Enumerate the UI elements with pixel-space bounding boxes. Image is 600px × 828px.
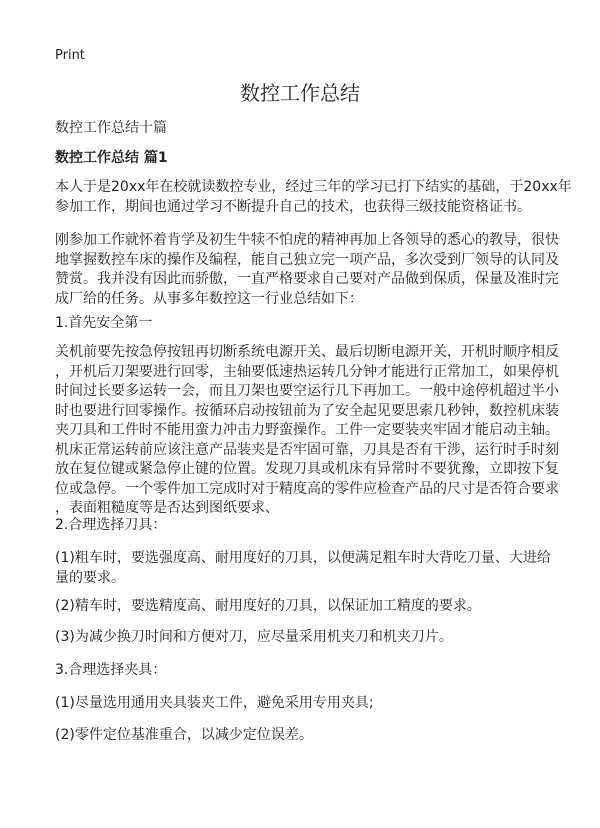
list-item: (3)为减少换刀时间和方便对刀，应尽量采用机夹刀和机夹刀片。 (55, 629, 453, 645)
print-link[interactable]: Print (55, 48, 85, 63)
list-item: (2)零件定位基准重合，以减少定位误差。 (55, 727, 313, 743)
list-item: (1)尽量选用通用夹具装夹工件，避免采用专用夹具; (55, 695, 374, 711)
text-line: 时也要进行回零操作。按循环启动按钮前为了安全起见要思索几秒钟，数控机床装 (55, 402, 559, 419)
page-title: 数控工作总结 (240, 81, 360, 105)
section-heading-2: 2.合理选择刀具： (55, 517, 167, 533)
section-heading-3: 3.合理选择夹具： (55, 662, 167, 678)
text-line: 本人于是20xx年在校就读数控专业，经过三年的学习已打下结实的基础，于20xx年 (55, 179, 572, 195)
paragraph-3 (55, 343, 575, 519)
text-line: 位或急停。一个零件加工完成时对于精度高的零件应检查产品的尺寸是否符合要求 (55, 480, 559, 497)
text-line: 放在复位键或紧急停止键的位置。发现刀具或机床有异常时不要犹豫，立即按下复 (55, 461, 559, 477)
text-line: 刚参加工作就怀着肯学及初生牛犊不怕虎的精神再加上各领导的悉心的教导，很快 (55, 232, 559, 248)
text-line: 成厂给的任务。从事多年数控这一行业总结如下： (55, 290, 363, 307)
text-line: 地掌握数控车床的操作及编程，能自己独立完一项产品，多次受到厂领导的认同及 (55, 251, 559, 268)
text-line: 关机前要先按急停按钮再切断系统电源开关、最后切断电源开关，开机时顺序相反 (55, 344, 559, 360)
paragraph-1 (55, 178, 575, 217)
text-line: 参加工作，期间也通过学习不断提升自己的技术，也获得三级技能资格证书。 (55, 198, 531, 215)
list-item (55, 549, 575, 588)
article-heading: 数控工作总结 篇1 (55, 150, 168, 166)
subtitle: 数控工作总结十篇 (55, 120, 167, 136)
text-line: 量的要求。 (55, 569, 125, 586)
text-line: 夹刀具和工件时不能用蛮力冲击力野蛮操作。工件一定要装夹牢固才能启动主轴。 (55, 422, 559, 438)
section-heading-1: 1.首先安全第一 (55, 315, 153, 331)
paragraph-2 (55, 231, 575, 309)
text-line: (1)粗车时，要选强度高、耐用度好的刀具，以便满足粗车时大背吃刀量、大进给 (55, 550, 551, 566)
list-item: (2)精车时，要选精度高、耐用度好的刀具，以保证加工精度的要求。 (55, 598, 481, 614)
text-line: ，表面粗糙度等是否达到图纸要求、 (55, 500, 279, 516)
text-line: 赞赏。我并没有因此而骄傲，一直严格要求自己要对产品做到保质，保量及准时完 (55, 271, 559, 287)
text-line: 时间过长要多运转一会，而且刀架也要空运行几下再加工。一般中途停机超过半小 (55, 383, 559, 399)
text-line: ，开机后刀架要进行回零，主轴要低速热运转几分钟才能进行正常加工，如果停机 (55, 363, 559, 380)
text-line: 机床正常运转前应该注意产品装夹是否牢固可靠，刀具是否有干涉，运行时手时刻 (55, 441, 559, 458)
